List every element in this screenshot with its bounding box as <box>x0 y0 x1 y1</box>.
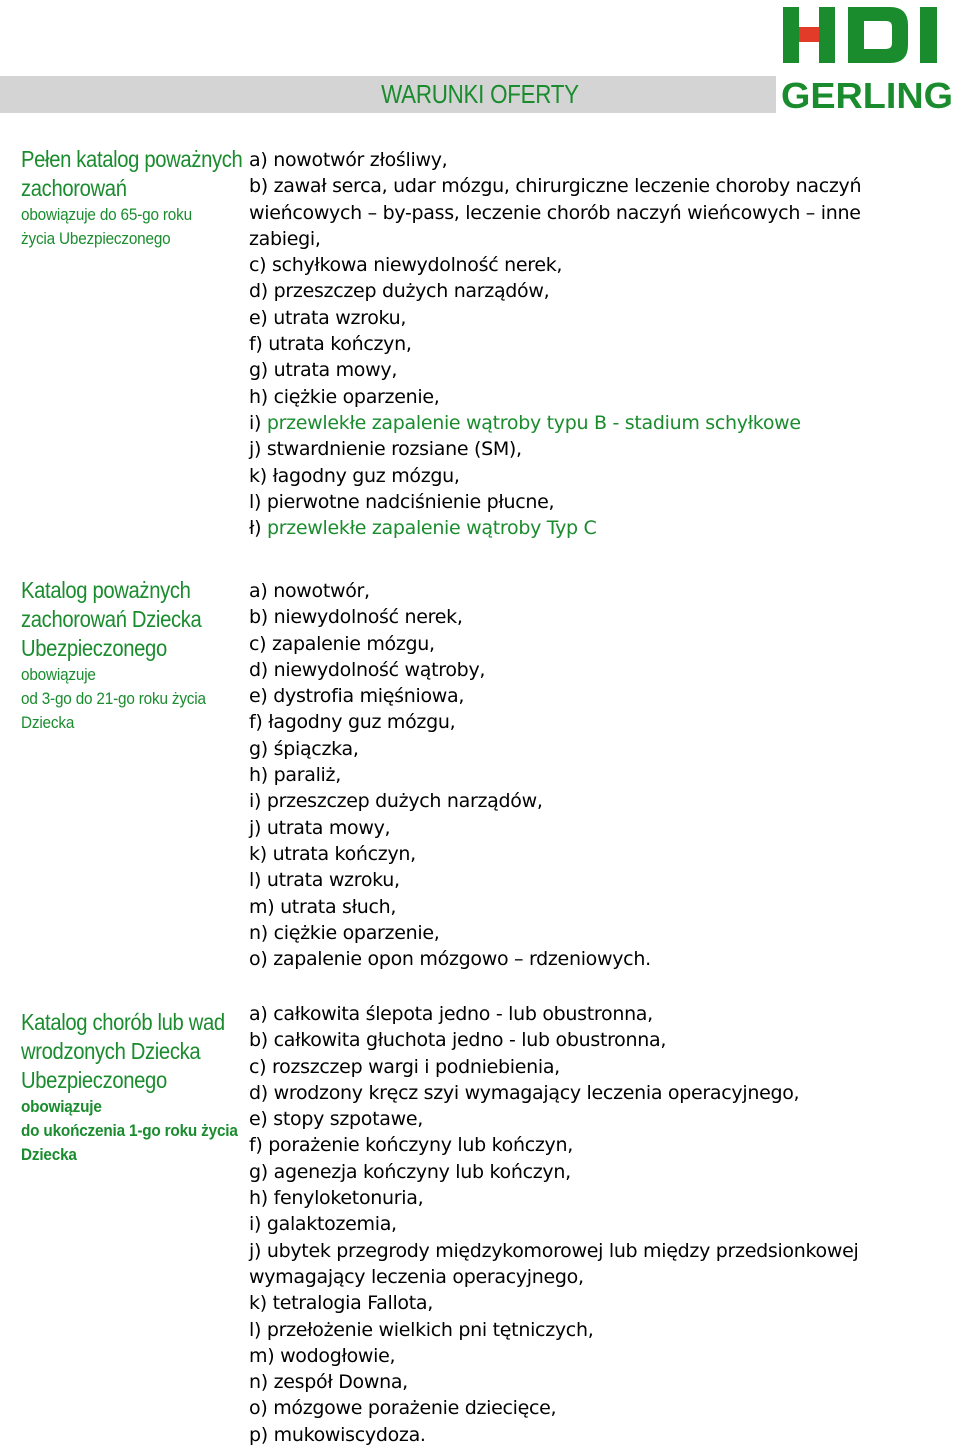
list-item: e) dystrofia mięśniowa, <box>249 685 465 708</box>
list-item: l) przełożenie wielkich pni tętniczych, <box>249 1318 594 1341</box>
list-item: n) zespół Downa, <box>249 1371 408 1394</box>
illness-list <box>249 1001 949 1448</box>
list-item: c) rozszczep wargi i podniebienia, <box>249 1055 560 1078</box>
list-item: o) zapalenie opon mózgowo – rdzeniowych. <box>249 948 651 971</box>
section-title-line: zachorowań <box>21 175 127 201</box>
section-subtitle-line: obowiązuje do 65-go roku <box>21 205 192 224</box>
section-title-line: Ubezpieczonego <box>21 635 167 661</box>
list-item: f) utrata kończyn, <box>249 333 412 356</box>
list-item: i) przeszczep dużych narządów, <box>249 790 543 813</box>
list-item: j) utrata mowy, <box>249 816 391 839</box>
list-item: m) utrata słuch, <box>249 895 397 918</box>
list-item: b) niewydolność nerek, <box>249 606 463 629</box>
section-title-line: zachorowań Dziecka <box>21 606 202 632</box>
section-title-line: Katalog poważnych <box>21 577 191 603</box>
illness-list <box>249 147 949 541</box>
list-item: b) zawał serca, udar mózgu, chirurgiczne leczenie choroby naczyń wieńcowych – by-pass, leczenie chorób naczyń wieńcowych – inne zabiegi, <box>249 175 862 250</box>
list-item: e) utrata wzroku, <box>249 306 407 329</box>
list-item: d) niewydolność wątroby, <box>249 658 486 681</box>
section-title-line: wrodzonych Dziecka <box>21 1038 201 1064</box>
section-title-line: Pełen katalog poważnych <box>21 146 243 172</box>
list-item: h) paraliż, <box>249 764 341 787</box>
section-subtitle-line: obowiązuje <box>21 1097 102 1116</box>
list-item: g) utrata mowy, <box>249 359 398 382</box>
list-item: g) agenezja kończyny lub kończyn, <box>249 1160 571 1183</box>
list-item: k) tetralogia Fallota, <box>249 1292 433 1315</box>
section-subtitle-line: życia Ubezpieczonego <box>21 229 171 248</box>
list-item: j) ubytek przegrody międzykomorowej lub między przedsionkowej wymagający leczenia operacyjnego, <box>249 1239 859 1288</box>
list-item: k) łagodny guz mózgu, <box>249 464 460 487</box>
list-item: o) mózgowe porażenie dziecięce, <box>249 1397 557 1420</box>
section-subtitle-line: obowiązuje <box>21 665 96 684</box>
list-item: p) mukowiscydoza. <box>249 1423 426 1446</box>
list-item: n) ciężkie oparzenie, <box>249 921 440 944</box>
section-heading <box>21 145 243 251</box>
section-title-line: Katalog chorób lub wad <box>21 1009 225 1035</box>
list-item: h) fenyloketonuria, <box>249 1187 424 1210</box>
list-item: d) wrodzony kręcz szyi wymagający leczenia operacyjnego, <box>249 1081 800 1104</box>
section-subtitle-line: do ukończenia 1-go roku życia <box>21 1121 238 1140</box>
page-title: WARUNKI OFERTY <box>381 79 579 109</box>
hdi-gerling-logo <box>778 0 956 114</box>
list-item: ł) przewlekłe zapalenie wątroby Typ C <box>249 517 597 540</box>
section-heading <box>21 576 243 735</box>
list-item: a) nowotwór, <box>249 580 370 602</box>
list-item: a) całkowita ślepota jedno - lub obustronna, <box>249 1003 653 1025</box>
list-item: j) stwardnienie rozsiane (SM), <box>249 438 522 461</box>
list-item: f) porażenie kończyny lub kończyn, <box>249 1134 573 1157</box>
list-item: d) przeszczep dużych narządów, <box>249 280 550 303</box>
list-item: f) łagodny guz mózgu, <box>249 711 456 734</box>
section-title-line: Ubezpieczonego <box>21 1067 167 1093</box>
list-item: l) utrata wzroku, <box>249 869 400 892</box>
section-subtitle-line: Dziecka <box>21 713 75 732</box>
list-item: e) stopy szpotawe, <box>249 1108 423 1131</box>
list-item: b) całkowita głuchota jedno - lub obustronna, <box>249 1029 667 1052</box>
list-item: g) śpiączka, <box>249 737 359 760</box>
list-item: h) ciężkie oparzenie, <box>249 385 440 408</box>
section-heading <box>21 1008 243 1167</box>
list-item: c) schyłkowa niewydolność nerek, <box>249 254 563 277</box>
list-item: i) przewlekłe zapalenie wątroby typu B - stadium schyłkowe <box>249 411 801 434</box>
list-item: i) galaktozemia, <box>249 1213 397 1236</box>
list-item: a) nowotwór złośliwy, <box>249 149 448 171</box>
logo-wordmark: GERLING <box>781 75 953 114</box>
list-item: l) pierwotne nadciśnienie płucne, <box>249 490 555 513</box>
section-subtitle-line: od 3-go do 21-go roku życia <box>21 689 206 708</box>
list-item: m) wodogłowie, <box>249 1344 396 1367</box>
illness-list <box>249 578 949 972</box>
list-item: k) utrata kończyn, <box>249 842 416 865</box>
section-subtitle-line: Dziecka <box>21 1145 77 1164</box>
list-item: c) zapalenie mózgu, <box>249 632 435 655</box>
